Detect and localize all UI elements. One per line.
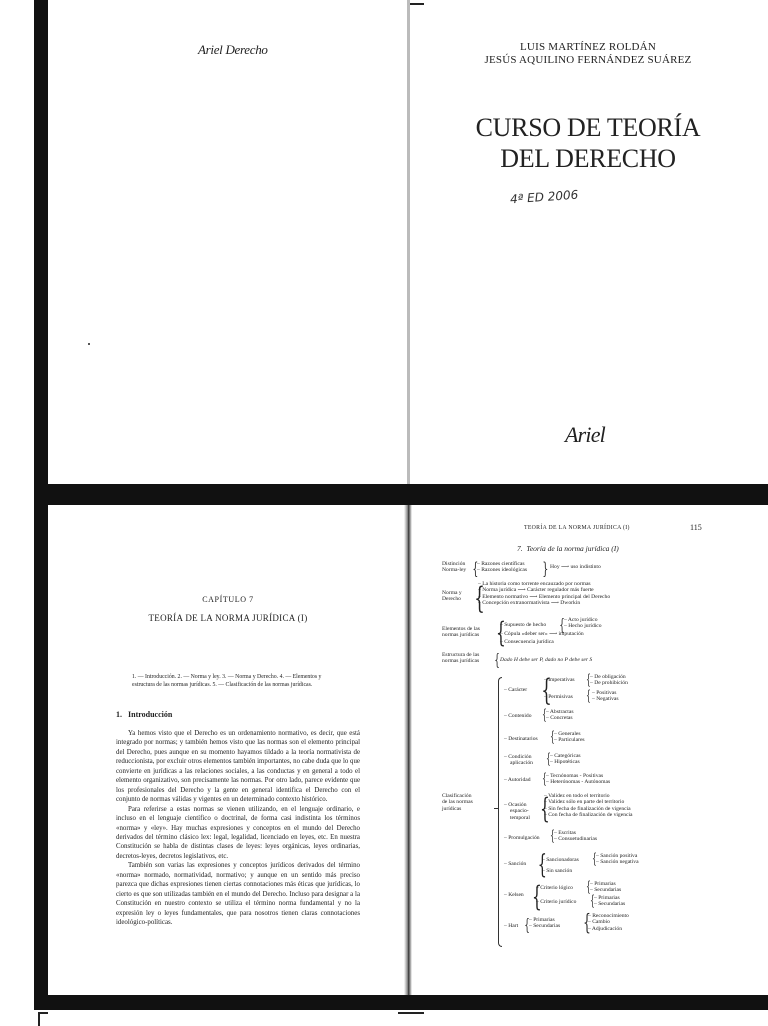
contenido-brace: {	[542, 707, 547, 723]
binding-mark	[410, 3, 424, 5]
elementos-label: Elementos de las normas jurídicas	[442, 626, 480, 639]
paragraph-2: Para referirse a estas normas se vienen utilizando, en el lenguaje ordinario, e incluso en el lenguaje científico o doctrinal, de forma casi indistinta los términos «norma» y «ley». Hay muchas expresiones y conceptos en el mundo del Derecho derivados del término clásico lex: legal, legalidad, licenciado en leyes, etc. En nuestra Constitución se habla de distintas clases de leyes: leyes orgánicas, leyes ordinarias, decretos-leyes, decretos legislativos, etc.	[116, 805, 360, 860]
hart-brace: {	[524, 915, 530, 934]
estructura-brace: {	[494, 650, 500, 669]
distincion-close-brace: }	[542, 559, 549, 579]
gutter-shadow-bottom	[404, 505, 412, 995]
condicion-sub: – Categóricas – Hipotéticas	[550, 753, 581, 766]
hart-sub: – Reconocimiento – Cambio – Adjudicación	[588, 913, 629, 932]
page-speck	[88, 343, 90, 345]
distincion-label: Distinción Norma-ley	[442, 561, 467, 574]
imperativas-label: – Imperativas	[544, 677, 575, 683]
autoridad-brace: {	[542, 771, 547, 787]
imperativas-sub: – De obligación – De prohibición	[590, 674, 628, 687]
clasificacion-brace-line	[498, 677, 502, 947]
hart-items: – Primarias – Secundarias	[529, 917, 561, 930]
sancion-brace: {	[537, 850, 547, 880]
criterio-juridico: – Criterio jurídico	[536, 899, 577, 905]
book-title-line-2: DEL DERECHO	[500, 144, 676, 173]
title-left-page	[48, 0, 408, 484]
sancion-label: – Sanción	[504, 861, 527, 867]
elementos-consecuencia: – Consecuencia jurídica	[500, 639, 554, 645]
schema-right-page	[412, 505, 768, 995]
caracter-brace: {	[541, 673, 552, 708]
criterio-logico: – Criterio lógico	[536, 885, 573, 891]
summary-line-2: estructura de las normas jurídicas. 5. — Clasificación de las normas jurídicas.	[132, 682, 313, 689]
kelsen-brace: {	[532, 880, 542, 913]
binding-mark-bottom	[398, 1012, 424, 1014]
running-head: TEORÍA DE LA NORMA JURÍDICA (I)	[524, 525, 630, 531]
permisivas-brace: {	[586, 688, 591, 704]
body-text	[116, 729, 360, 928]
author-2: JESÚS AQUILINO FERNÁNDEZ SUÁREZ	[484, 54, 692, 66]
logico-sub: – Primarias – Secundarias	[590, 881, 622, 894]
author-1: LUIS MARTÍNEZ ROLDÁN	[520, 41, 656, 53]
promulgacion-label: – Promulgación	[504, 835, 540, 841]
promulgacion-sub: – Escritas – Consuetudinarias	[554, 830, 598, 843]
caracter-label: – Carácter	[504, 687, 528, 693]
autoridad-sub: – Tecnónomas - Positivas – Heterónomas - Autónomas	[546, 773, 611, 786]
norma-derecho-label: Norma y Derecho	[442, 590, 462, 603]
series-name: Ariel Derecho	[198, 42, 268, 57]
chapter-title: TEORÍA DE LA NORMA JURÍDICA (I)	[148, 613, 308, 623]
title-right-page	[410, 0, 768, 484]
condicion-brace: {	[546, 751, 551, 767]
ocasion-sub: – Validez en todo el territorio – Validez sólo en parte del territorio – Sin fecha de finalización de vigencia – Con fecha de finalización de vigencia	[544, 793, 633, 819]
supuesto-brace: {	[559, 615, 565, 634]
juridico-sub: – Primarias – Secundarias	[594, 895, 626, 908]
logico-brace: {	[586, 879, 591, 895]
destinatarios-sub: – Generales – Particulares	[554, 731, 585, 744]
kelsen-label: – Kelsen	[504, 892, 524, 898]
norma-derecho-items: – La historia como torrente encauzado por normas – Norma jurídica ⟶ Carácter regulador más fuerte – Elemento normativo ⟶ Elemento principal del Derecho – Concepción extranormativista ⟶ Dworkin	[478, 581, 611, 607]
summary-line-1: 1. — Introducción. 2. — Norma y ley. 3. — Norma y Derecho. 4. — Elementos y	[132, 674, 322, 680]
diagram-title: 7. Teoría de la norma jurídica (I)	[517, 544, 619, 553]
juridico-brace: {	[590, 893, 595, 909]
sancionadoras-label: – Sancionadoras	[542, 857, 579, 863]
publisher-logo: Ariel	[565, 422, 605, 447]
clasificacion-brace-tip	[494, 808, 498, 809]
permisivas-label: – Permisivas	[544, 694, 573, 700]
book-title-line-1: CURSO DE TEORÍA	[475, 113, 701, 142]
handwritten-edition-note: 4ª ED 2006	[509, 187, 579, 207]
chapter-summary	[132, 673, 382, 689]
imperativas-brace: {	[586, 672, 591, 688]
sancionadoras-brace: {	[592, 851, 597, 867]
sin-sancion: – Sin sanción	[542, 868, 573, 874]
contenido-label: – Contenido	[504, 713, 532, 719]
chapter-label: CAPÍTULO 7	[202, 595, 254, 604]
condicion-label: – Condición aplicación	[504, 754, 533, 767]
destinatarios-brace: {	[550, 729, 555, 745]
distincion-items: – Razones científicas – Razones ideológicas	[477, 561, 528, 574]
elementos-brace: {	[496, 616, 506, 649]
elementos-supuesto: – Supuesto de hecho	[500, 622, 547, 628]
chapter-left-page	[48, 505, 408, 995]
clasificacion-label: Clasificación de las normas jurídicas	[442, 793, 473, 812]
hart-sub-brace: {	[583, 911, 591, 936]
elementos-copula: – Cópula «deber ser» ⟶ imputación	[500, 631, 584, 637]
distincion-brace: {	[472, 559, 479, 579]
ocasion-brace: {	[540, 792, 550, 825]
page-number: 115	[690, 523, 702, 532]
autoridad-label: – Autoridad	[504, 777, 531, 783]
hart-label: – Hart	[504, 923, 519, 929]
contenido-sub: – Abstractas – Concretas	[546, 709, 574, 722]
norma-derecho-brace: {	[474, 581, 485, 616]
ocasion-label: – Ocasión espacio- temporal	[504, 802, 530, 821]
sancionadoras-sub: – Sanción positiva – Sanción negativa	[596, 853, 639, 866]
paragraph-1: Ya hemos visto que el Derecho es un ordenamiento normativo, es decir, que está integrado por normas; y también hemos visto que las normas son el elemento principal del Derecho, pues aunque en su momento hayamos tildado a la teoría normativista de reduccionista, por excluir otros elementos también importantes, no cabe duda que lo que convierte en jurídicas a las relaciones sociales, a las conductas y en general a todo el elemento organizativo, son precisamente las normas. Por otro lado, parece evidente que los profesionales del Derecho y la gente en general identifica el Derecho con el conjunto de normas válidas y vigentes en un determinado contexto histórico.	[116, 730, 360, 804]
section-heading: 1. Introducción	[116, 710, 173, 719]
destinatarios-label: – Destinatarios	[504, 736, 538, 742]
permisivas-sub: – Positivas – Negativas	[592, 690, 619, 703]
promulgacion-brace: {	[550, 828, 555, 844]
supuesto-sub: – Acto jurídico – Hecho jurídico	[564, 617, 602, 630]
estructura-label: Estructura de las normas jurídicas	[442, 652, 480, 665]
distincion-result: Hoy ⟶ uso indistinto	[550, 564, 601, 570]
paragraph-3: También son varias las expresiones y conceptos jurídicos derivados del término «norma» normado, normatividad, normativo; y aunque en un sentido más preciso parezca que dichas expresiones tienen ciertas connotaciones más éticas que jurídicas, lo cierto es que son utilizadas también en el mundo del Derecho. Incluso para designar a la Constitución en nuestro contexto se utiliza el término norma fundamental y no la expresión ley o leyes fundamentales, que para nosotros tienen claras connotaciones ideológico-políticas.	[116, 862, 360, 927]
estructura-formula: Dado H debe ser P, dado no P debe ser S	[500, 657, 593, 663]
